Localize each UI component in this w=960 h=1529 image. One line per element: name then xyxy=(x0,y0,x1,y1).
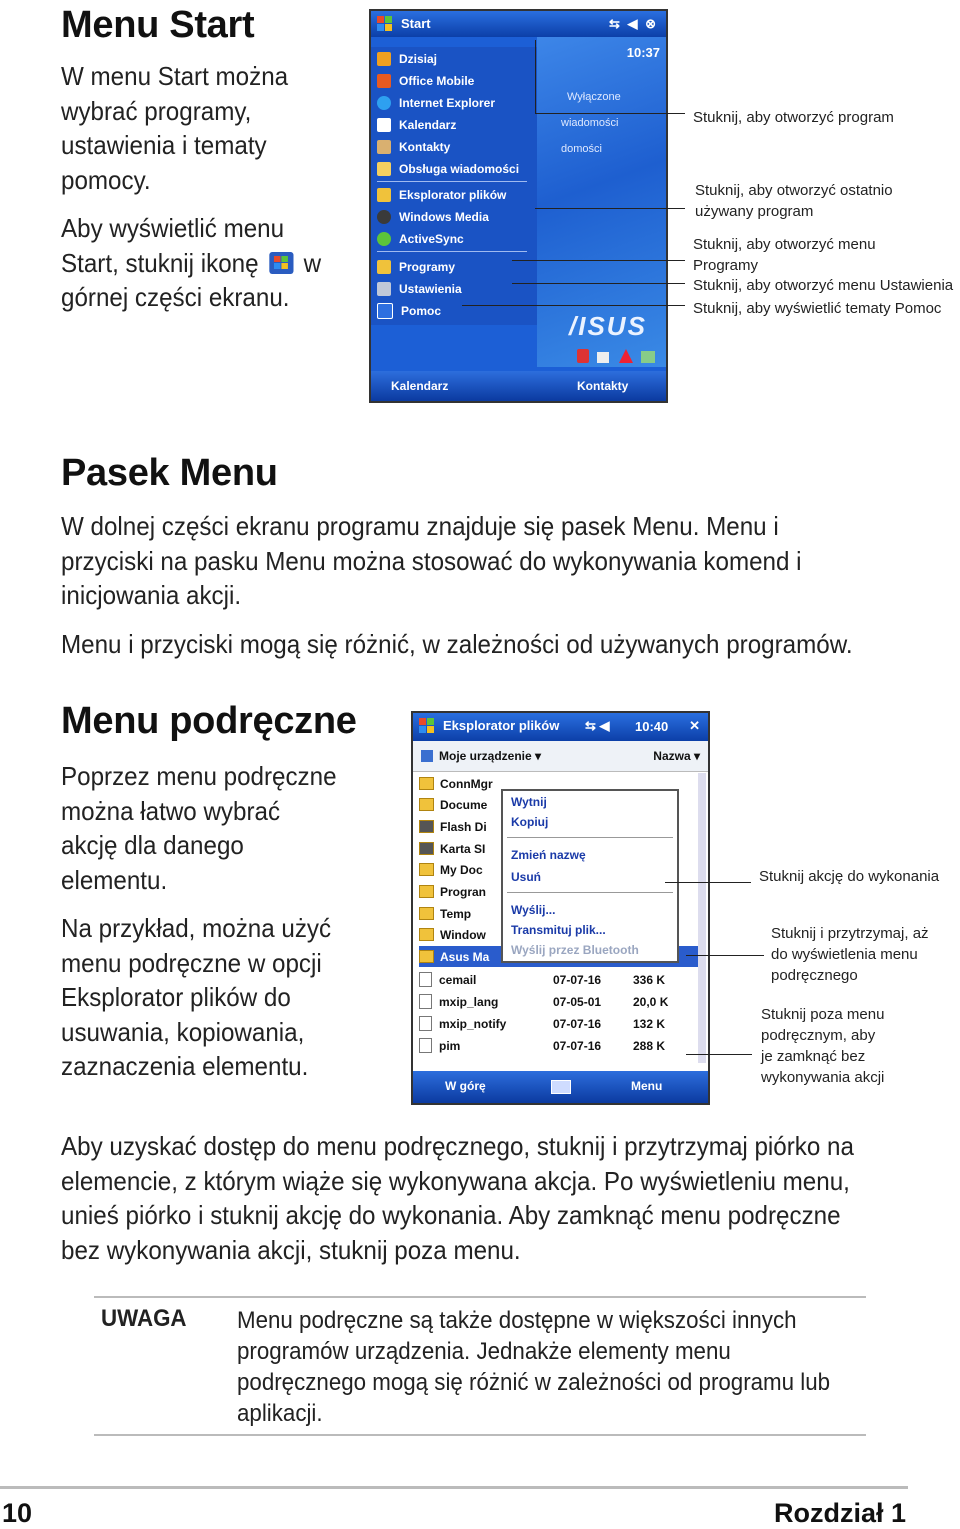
callout-line xyxy=(535,113,685,114)
text-line: można łatwo wybrać xyxy=(61,795,281,826)
start-item-help[interactable] xyxy=(377,301,535,321)
file-row[interactable] xyxy=(419,991,698,1012)
row-label: Window xyxy=(440,927,486,942)
file-icon xyxy=(419,994,432,1009)
text-line: usuwania, kopiowania, xyxy=(61,1016,305,1047)
folder-icon xyxy=(377,188,391,202)
note-text xyxy=(237,1305,830,1429)
status-icons[interactable]: ⇆ ◀ xyxy=(585,718,610,733)
row-label: Asus Ma xyxy=(440,949,490,964)
file-icon xyxy=(419,972,432,987)
file-date: 07-07-16 xyxy=(553,972,602,987)
file-explorer-screenshot xyxy=(411,711,710,1105)
context-menu xyxy=(501,789,679,963)
row-label: Docume xyxy=(440,797,488,812)
text-line: Poprzez menu podręczne xyxy=(61,761,337,791)
callout-line xyxy=(462,305,685,306)
page-number: 10 xyxy=(2,1498,33,1528)
explorer-title-bar xyxy=(413,713,708,741)
text-line: Aby uzyskać dostęp do menu podręcznego, stuknij i przytrzymaj piórko na xyxy=(61,1131,854,1161)
callout-line xyxy=(512,260,685,261)
context-menu-usage-paragraph xyxy=(61,1129,854,1267)
text-line: wybrać programy, xyxy=(61,95,252,126)
text-line: bez wykonywania akcji, stuknij poza menu. xyxy=(61,1234,521,1265)
text-line: zaznaczenia elementu. xyxy=(61,1051,309,1081)
item-label: Programy xyxy=(399,260,456,274)
office-icon xyxy=(377,74,391,88)
start-title-bar xyxy=(371,11,666,37)
close-icon[interactable]: ✕ xyxy=(689,718,700,733)
callout-select-action: Stuknij akcję do wykonania xyxy=(759,868,940,885)
start-item-today[interactable] xyxy=(377,49,535,69)
internet-explorer-icon xyxy=(377,96,391,110)
file-icon xyxy=(419,1038,432,1053)
text-line: górnej części ekranu. xyxy=(61,282,290,312)
explorer-title: Eksplorator plików xyxy=(443,718,560,733)
text-line: unieś piórko i stuknij akcję do wykonania. Aby zamknąć menu podręczne xyxy=(61,1200,841,1230)
menu-bar-paragraph-2: Menu i przyciski mogą się różnić, w zależności od używanych programów. xyxy=(61,629,853,659)
menu-start-paragraph-1 xyxy=(61,59,288,197)
text-line: Stuknij i przytrzymaj, aż xyxy=(771,925,929,942)
item-label: ActiveSync xyxy=(399,232,464,246)
explorer-softkey-bar xyxy=(413,1071,708,1103)
help-icon xyxy=(377,303,393,319)
storage-icon xyxy=(419,820,434,833)
callout-open-program: Stuknij, aby otworzyć program xyxy=(693,109,894,126)
windows-start-icon xyxy=(269,252,293,274)
file-size: 336 K xyxy=(633,972,666,987)
softkey-up[interactable]: W górę xyxy=(445,1079,486,1093)
file-name: pim xyxy=(439,1038,461,1053)
start-menu-divider xyxy=(377,251,527,252)
callout-line xyxy=(665,882,751,883)
file-row[interactable] xyxy=(419,969,698,990)
status-icons[interactable] xyxy=(609,16,658,32)
row-label: Progran xyxy=(440,884,487,899)
menu-start-paragraph-2 xyxy=(61,211,321,315)
row-label: Flash Di xyxy=(440,819,487,834)
text-line: pomocy. xyxy=(61,164,151,195)
menu-item-bluetooth[interactable]: Wyślij przez Bluetooth xyxy=(511,943,639,957)
start-menu-divider xyxy=(377,181,527,182)
folder-icon xyxy=(419,798,434,811)
text-line: przyciski na pasku Menu można stosować do wykonywania komend i xyxy=(61,545,802,576)
text-line: W menu Start można xyxy=(61,61,289,91)
media-icon xyxy=(377,210,391,224)
windows-logo-icon[interactable] xyxy=(377,16,393,32)
text-line xyxy=(61,246,321,281)
text-line: Stuknij, aby otworzyć ostatnio xyxy=(695,182,893,199)
note-label: UWAGA xyxy=(101,1305,187,1332)
file-name: mxip_notify xyxy=(439,1016,507,1031)
folder-icon xyxy=(419,928,434,941)
folder-icon xyxy=(419,907,434,920)
softkey-contacts[interactable]: Kontakty xyxy=(577,379,629,393)
note-top-rule xyxy=(94,1296,866,1298)
section-title-context-menu: Menu podręczne xyxy=(61,700,357,742)
menu-divider xyxy=(507,892,673,893)
start-softkey-bar xyxy=(371,371,666,401)
clock-time: 10:37 xyxy=(626,45,660,60)
folder-icon xyxy=(421,750,433,762)
sort-dropdown[interactable]: Nazwa ▾ xyxy=(653,749,700,763)
calendar-icon xyxy=(377,118,391,132)
row-label: ConnMgr xyxy=(440,776,493,791)
text-line: używany program xyxy=(695,203,814,220)
today-icons xyxy=(577,349,659,365)
callout-line xyxy=(535,208,685,209)
text-line: elementu. xyxy=(61,864,168,895)
folder-icon xyxy=(419,863,434,876)
menu-item-cut[interactable]: Wytnij xyxy=(511,795,547,809)
item-label: Obsługa wiadomości xyxy=(399,162,520,176)
row-label: Temp xyxy=(440,906,472,921)
section-title-menu-bar: Pasek Menu xyxy=(61,452,278,494)
text-line: Eksplorator plików do xyxy=(61,982,291,1012)
text-line: je zamknąć bez xyxy=(761,1048,866,1065)
callout-line xyxy=(512,283,685,284)
folder-icon xyxy=(419,950,434,963)
callout-settings-menu: Stuknij, aby otworzyć menu Ustawienia xyxy=(693,277,954,294)
start-item-settings[interactable] xyxy=(377,279,535,299)
explorer-location-bar xyxy=(413,741,708,772)
row-label: Karta SI xyxy=(440,841,486,856)
menu-divider xyxy=(507,837,673,838)
start-item-activesync[interactable] xyxy=(377,229,535,249)
menu-item-beam[interactable]: Transmituj plik... xyxy=(511,923,606,937)
item-label: Dzisiaj xyxy=(399,52,438,66)
text-line: ustawienia i tematy xyxy=(61,130,267,160)
context-menu-paragraph-2 xyxy=(61,911,331,1084)
desk-line-2: wiadomości xyxy=(561,117,619,129)
file-name: mxip_lang xyxy=(439,994,499,1009)
start-item-calendar[interactable] xyxy=(377,115,535,135)
windows-logo-icon[interactable] xyxy=(419,718,435,734)
folder-icon xyxy=(419,777,434,790)
text-segment: Start, stuknij ikonę xyxy=(61,247,259,278)
text-line: Stuknij poza menu xyxy=(761,1006,885,1023)
file-row[interactable] xyxy=(419,1013,698,1034)
text-line: inicjowania akcji. xyxy=(61,580,242,610)
file-name: cemail xyxy=(439,972,477,987)
programs-icon xyxy=(377,260,391,274)
file-size: 20,0 K xyxy=(633,994,669,1009)
text-line: do wyświetlenia menu xyxy=(771,946,918,963)
item-label: Pomoc xyxy=(401,304,442,318)
location-dropdown[interactable]: Moje urządzenie ▾ xyxy=(439,749,542,763)
start-item-internet-explorer[interactable] xyxy=(377,93,535,113)
asus-logo: /ISUS xyxy=(569,311,647,341)
file-date: 07-07-16 xyxy=(553,1016,602,1031)
text-line: programów urządzenia. Jednakże elementy menu xyxy=(237,1338,731,1365)
text-line: Stuknij, aby otworzyć menu xyxy=(693,236,876,253)
item-label: Internet Explorer xyxy=(399,96,496,110)
scrollbar[interactable] xyxy=(698,773,706,1063)
menu-item-delete[interactable]: Usuń xyxy=(511,870,541,884)
callout-line xyxy=(535,40,536,114)
settings-icon xyxy=(377,282,391,296)
menu-item-send[interactable]: Wyślij... xyxy=(511,903,556,917)
start-item-contacts[interactable] xyxy=(377,137,535,157)
start-item-file-explorer[interactable] xyxy=(377,185,535,205)
item-label: Kontakty xyxy=(399,140,451,154)
text-line: Programy xyxy=(693,257,759,274)
text-line: elemencie, z którym wiąże się wykonywana akcja. Po wyświetleniu menu, xyxy=(61,1165,850,1196)
storage-card-icon xyxy=(419,842,434,855)
text-line: podręcznym, aby xyxy=(761,1027,876,1044)
file-size: 288 K xyxy=(633,1038,666,1053)
callout-tap-and-hold xyxy=(771,923,929,986)
text-line: podręcznego mogą się różnić w zależności od programu lub xyxy=(237,1369,831,1396)
status-icons-glyphs: ⇆ ◀ ⊗ xyxy=(608,16,658,31)
callout-programs-menu xyxy=(693,234,876,276)
text-line: Na przykład, można użyć xyxy=(61,913,332,943)
text-line: aplikacji. xyxy=(237,1400,323,1427)
menu-bar-paragraph-1 xyxy=(61,509,802,613)
desk-line-1: Wyłączone xyxy=(567,91,621,103)
start-item-messaging[interactable] xyxy=(377,159,535,179)
start-title: Start xyxy=(401,16,431,31)
desk-line-3: domości xyxy=(561,143,602,155)
softkey-calendar[interactable]: Kalendarz xyxy=(391,379,449,393)
text-line: Aby wyświetlić menu xyxy=(61,213,285,243)
text-line: podręcznego xyxy=(771,967,858,984)
file-date: 07-05-01 xyxy=(553,994,602,1009)
text-line: Menu podręczne są także dostępne w większości innych xyxy=(237,1307,797,1334)
contacts-icon xyxy=(377,140,391,154)
file-size: 132 K xyxy=(633,1016,666,1031)
item-label: Eksplorator plików xyxy=(399,188,507,202)
file-date: 07-07-16 xyxy=(553,1038,602,1053)
text-line: W dolnej części ekranu programu znajduje się pasek Menu. Menu i xyxy=(61,511,779,541)
text-line: akcję dla danego xyxy=(61,830,244,860)
folder-icon xyxy=(419,885,434,898)
item-label: Kalendarz xyxy=(399,118,457,132)
callout-line xyxy=(686,1054,752,1055)
sync-icon xyxy=(377,232,391,246)
start-menu-screenshot xyxy=(369,9,668,403)
section-title-menu-start: Menu Start xyxy=(61,4,255,46)
menu-item-rename[interactable]: Zmień nazwę xyxy=(511,848,586,862)
callout-tap-outside xyxy=(761,1004,884,1088)
item-label: Office Mobile xyxy=(399,74,475,88)
chapter-label: Rozdział 1 xyxy=(773,1498,906,1528)
callout-help: Stuknij, aby wyświetlić tematy Pomoc xyxy=(693,300,942,317)
text-line: menu podręczne w opcji xyxy=(61,947,322,978)
footer-rule xyxy=(0,1486,908,1489)
softkey-menu[interactable]: Menu xyxy=(631,1079,663,1093)
note-bottom-rule xyxy=(94,1434,866,1436)
today-icon xyxy=(377,52,391,66)
item-label: Windows Media xyxy=(399,210,489,224)
text-line: wykonywania akcji xyxy=(761,1069,885,1086)
callout-recent-program xyxy=(695,180,893,222)
start-item-office-mobile[interactable] xyxy=(377,71,535,91)
context-menu-paragraph-1 xyxy=(61,759,337,897)
text-segment: w xyxy=(303,247,322,278)
keyboard-icon[interactable] xyxy=(551,1080,571,1094)
file-row[interactable] xyxy=(419,1035,698,1056)
menu-item-copy[interactable]: Kopiuj xyxy=(511,815,549,829)
start-item-windows-media[interactable] xyxy=(377,207,535,227)
row-label: My Doc xyxy=(440,862,483,877)
messaging-icon xyxy=(377,162,391,176)
file-icon xyxy=(419,1016,432,1031)
item-label: Ustawienia xyxy=(399,282,462,296)
clock-time: 10:40 xyxy=(635,719,669,734)
callout-line xyxy=(686,955,764,956)
